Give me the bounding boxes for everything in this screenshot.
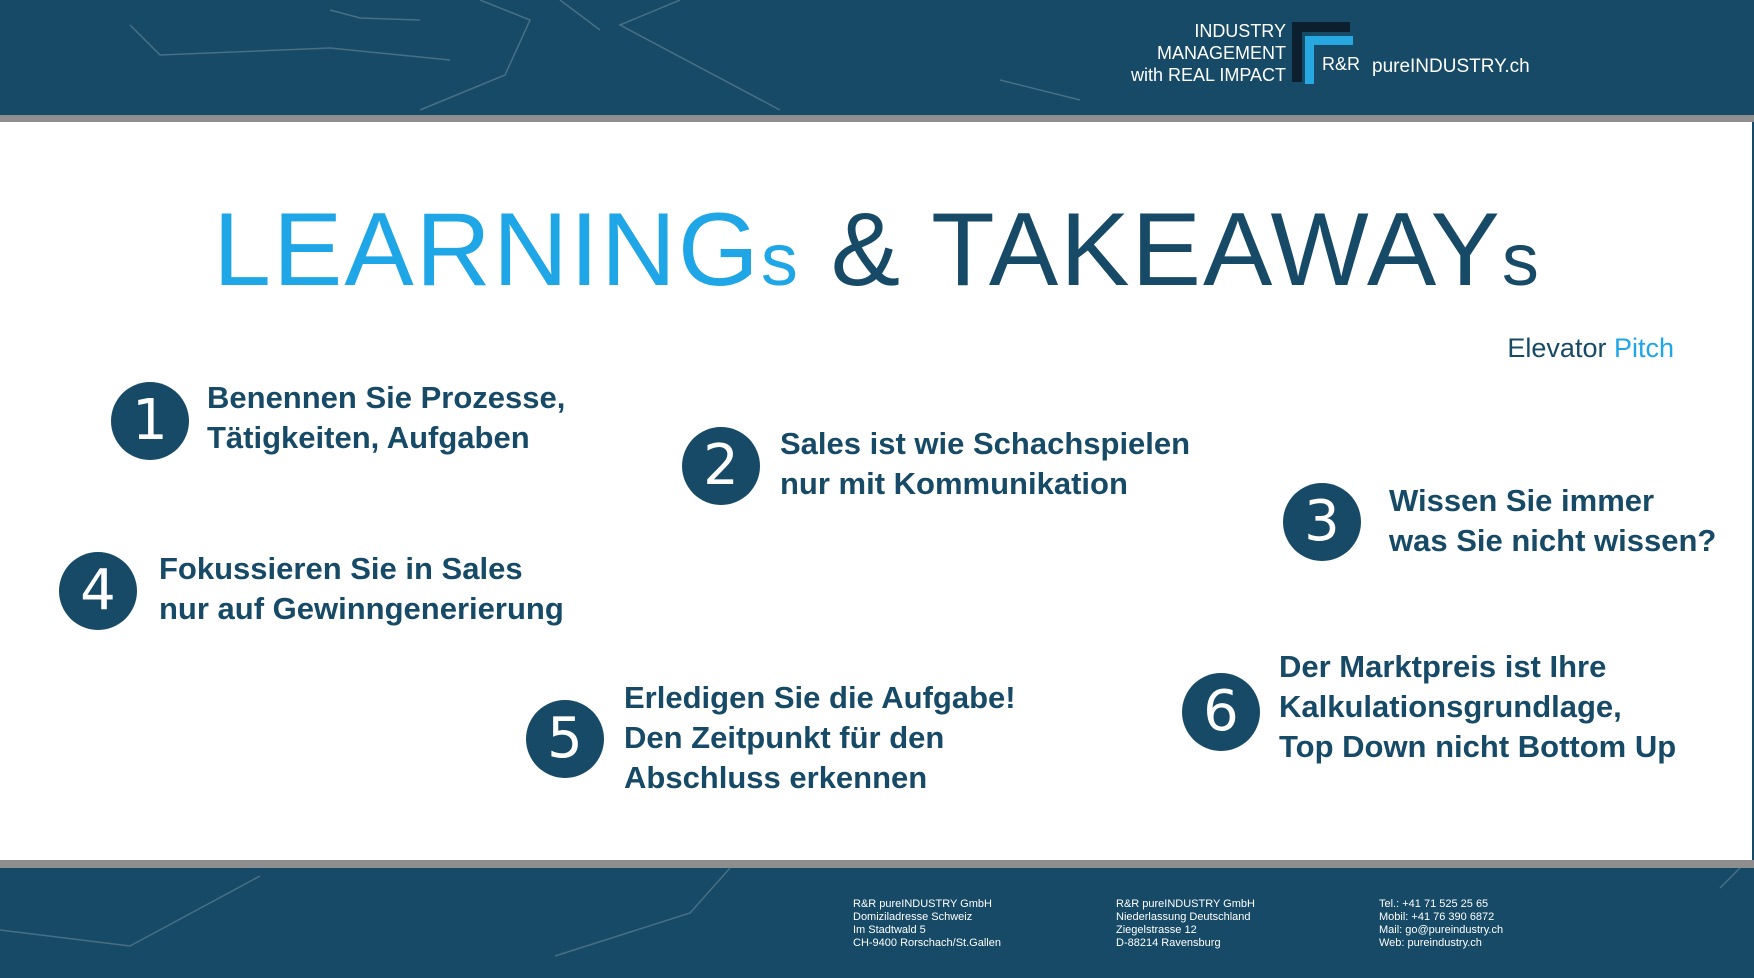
footer-line: Im Stadtwald 5: [853, 924, 926, 936]
brand-tagline: [986, 20, 1286, 86]
title-learnings-suffix: s: [760, 218, 800, 301]
takeaway-line: Wissen Sie immer: [1389, 483, 1655, 518]
takeaway-text: [1389, 481, 1716, 561]
title-takeaways: TAKEAWAY: [931, 192, 1502, 308]
footer-line: R&R pureINDUSTRY GmbH: [853, 898, 992, 910]
company-logo: [1292, 22, 1361, 84]
footer-divider: [0, 860, 1754, 868]
takeaway-line: was Sie nicht wissen?: [1389, 523, 1717, 558]
footer-contact: [1379, 898, 1503, 950]
takeaway-text: [780, 424, 1190, 504]
title-ampersand: &: [799, 192, 932, 308]
footer-address-germany: [1116, 898, 1255, 950]
number-badge: 5: [526, 700, 604, 778]
header-banner: [0, 0, 1754, 115]
tagline-line: INDUSTRY: [1194, 21, 1286, 41]
page-title: [0, 190, 1754, 320]
takeaway-line: nur auf Gewinngenerierung: [159, 591, 564, 626]
logo-text: R&R: [1322, 54, 1361, 74]
number-badge: 1: [111, 382, 189, 460]
footer-line: CH-9400 Rorschach/St.Gallen: [853, 937, 1001, 949]
takeaway-text: [624, 678, 1016, 798]
footer-phone: Tel.: +41 71 525 25 65: [1379, 898, 1489, 910]
footer-web-link[interactable]: Web: pureindustry.ch: [1379, 937, 1482, 949]
takeaway-text: [1279, 647, 1676, 767]
takeaway-line: Der Marktpreis ist Ihre: [1279, 649, 1607, 684]
footer-line: Niederlassung Deutschland: [1116, 911, 1251, 923]
takeaway-line: Abschluss erkennen: [624, 760, 928, 795]
footer-line: D-88214 Ravensburg: [1116, 937, 1221, 949]
takeaway-text: [159, 549, 564, 629]
footer-mail-link[interactable]: Mail: go@pureindustry.ch: [1379, 924, 1504, 936]
subtitle-elevator: Elevator: [1507, 333, 1614, 363]
title-takeaways-suffix: s: [1501, 218, 1541, 301]
footer-line: Ziegelstrasse 12: [1116, 924, 1197, 936]
subtitle: [1507, 333, 1674, 364]
footer-line: R&R pureINDUSTRY GmbH: [1116, 898, 1255, 910]
takeaway-line: nur mit Kommunikation: [780, 466, 1128, 501]
number-badge: 3: [1283, 483, 1361, 561]
footer-mobile: Mobil: +41 76 390 6872: [1379, 911, 1495, 923]
takeaway-line: Fokussieren Sie in Sales: [159, 551, 523, 586]
takeaway-line: Erledigen Sie die Aufgabe!: [624, 680, 1016, 715]
takeaway-line: Kalkulationsgrundlage,: [1279, 689, 1622, 724]
takeaway-line: Den Zeitpunkt für den: [624, 720, 945, 755]
tagline-line: with REAL IMPACT: [1130, 65, 1286, 85]
title-learnings: LEARNING: [213, 192, 761, 308]
takeaway-line: Tätigkeiten, Aufgaben: [207, 420, 530, 455]
site-name: pureINDUSTRY.ch: [1372, 56, 1530, 77]
header-divider: [0, 115, 1754, 122]
number-badge: 2: [682, 427, 760, 505]
takeaway-text: [207, 378, 565, 458]
takeaway-line: Top Down nicht Bottom Up: [1279, 729, 1677, 764]
number-badge: 6: [1182, 673, 1260, 751]
footer-line: Domiziladresse Schweiz: [853, 911, 973, 923]
subtitle-pitch: Pitch: [1613, 333, 1674, 363]
footer-address-switzerland: [853, 898, 1001, 950]
takeaway-line: Benennen Sie Prozesse,: [207, 380, 566, 415]
number-badge: 4: [59, 552, 137, 630]
tagline-line: MANAGEMENT: [1156, 43, 1286, 63]
takeaway-line: Sales ist wie Schachspielen: [780, 426, 1191, 461]
